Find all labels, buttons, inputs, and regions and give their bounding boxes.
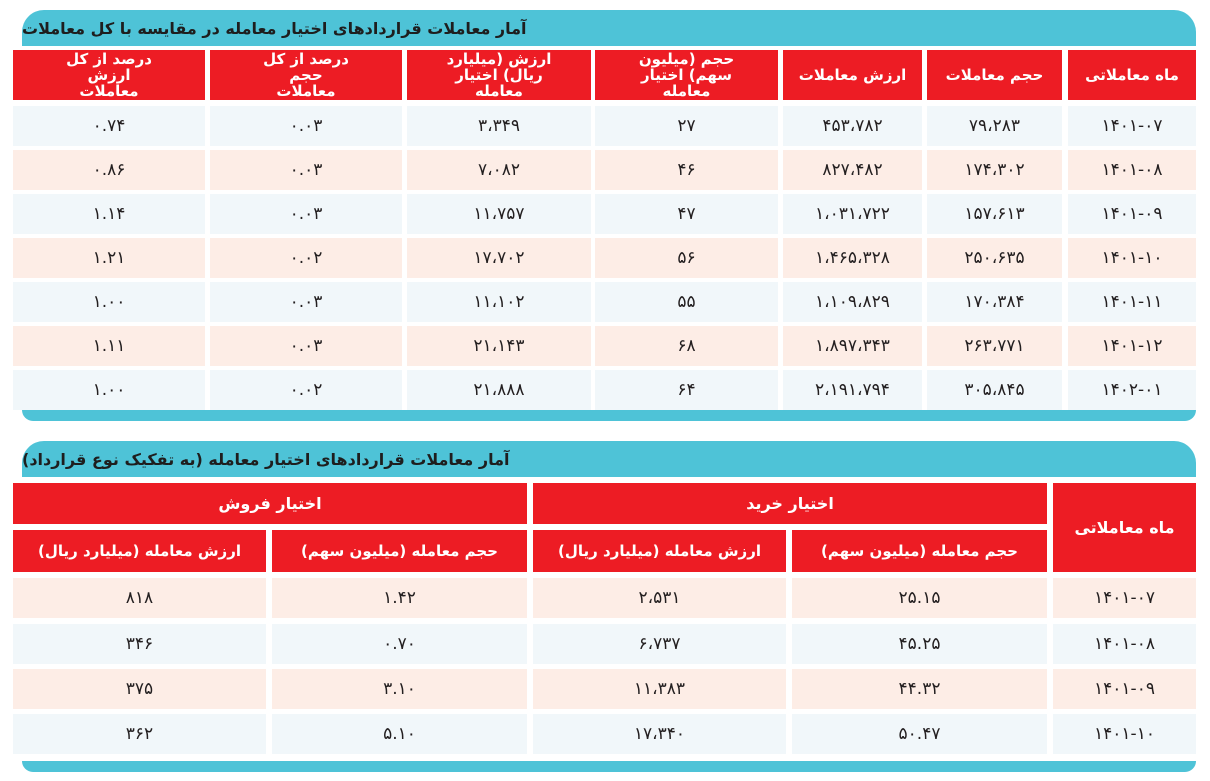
t1-cell-value: ۴۵۳،۷۸۲	[783, 106, 922, 146]
t1-cell-volume-percent: ۰.۰۳	[210, 282, 402, 322]
t1-cell-volume: ۳۰۵،۸۴۵	[927, 370, 1062, 410]
t2-cell-month: ۱۴۰۱-۱۰	[1053, 714, 1196, 754]
t1-cell-option-volume: ۴۷	[595, 194, 778, 234]
t2-cell-call-volume: ۴۵.۲۵	[792, 624, 1047, 664]
t1-cell-month: ۱۴۰۱-۱۲	[1068, 326, 1196, 366]
t2-group-put: اختیار فروش	[13, 483, 527, 524]
t1-cell-option-value: ۷،۰۸۲	[407, 150, 591, 190]
t1-cell-volume: ۷۹،۲۸۳	[927, 106, 1062, 146]
t1-header-volume: حجم معاملات	[927, 50, 1062, 100]
t1-cell-volume: ۱۷۴،۳۰۲	[927, 150, 1062, 190]
table1-title: آمار معاملات قراردادهای اختیار معامله در مقایسه با کل معاملات	[22, 18, 527, 38]
t2-cell-put-volume: ۵.۱۰	[272, 714, 527, 754]
t1-cell-value: ۸۲۷،۴۸۲	[783, 150, 922, 190]
t2-cell-month: ۱۴۰۱-۰۹	[1053, 669, 1196, 709]
t1-cell-value: ۱،۱۰۹،۸۲۹	[783, 282, 922, 322]
t1-cell-volume-percent: ۰.۰۳	[210, 194, 402, 234]
t1-header-option-volume: حجم (میلیون سهم) اختیار معامله	[595, 50, 778, 100]
t1-cell-option-value: ۱۷،۷۰۲	[407, 238, 591, 278]
t1-cell-option-value: ۱۱،۱۰۲	[407, 282, 591, 322]
t1-cell-month: ۱۴۰۲-۰۱	[1068, 370, 1196, 410]
table1-bottom-bar	[22, 410, 1196, 421]
t1-cell-value-percent: ۱.۱۴	[13, 194, 205, 234]
t2-cell-call-volume: ۲۵.۱۵	[792, 578, 1047, 618]
t2-cell-put-volume: ۰.۷۰	[272, 624, 527, 664]
t1-cell-option-value: ۲۱،۱۴۳	[407, 326, 591, 366]
t1-cell-volume-percent: ۰.۰۳	[210, 326, 402, 366]
t1-cell-option-value: ۳،۳۴۹	[407, 106, 591, 146]
t2-cell-put-value: ۳۴۶	[13, 624, 266, 664]
t1-cell-volume-percent: ۰.۰۳	[210, 106, 402, 146]
t2-cell-call-volume: ۴۴.۳۲	[792, 669, 1047, 709]
t1-cell-value-percent: ۱.۰۰	[13, 282, 205, 322]
t1-cell-volume: ۲۵۰،۶۳۵	[927, 238, 1062, 278]
t1-cell-volume: ۲۶۳،۷۷۱	[927, 326, 1062, 366]
t1-cell-value: ۱،۴۶۵،۳۲۸	[783, 238, 922, 278]
t2-cell-call-value: ۱۱،۳۸۳	[533, 669, 786, 709]
t1-cell-option-volume: ۶۴	[595, 370, 778, 410]
t1-cell-volume-percent: ۰.۰۲	[210, 238, 402, 278]
t1-cell-option-value: ۲۱،۸۸۸	[407, 370, 591, 410]
t2-group-call: اختیار خرید	[533, 483, 1047, 524]
t1-cell-month: ۱۴۰۱-۰۷	[1068, 106, 1196, 146]
t2-sub-put-volume: حجم معامله (میلیون سهم)	[272, 530, 527, 572]
t2-cell-put-value: ۸۱۸	[13, 578, 266, 618]
t2-sub-call-volume: حجم معامله (میلیون سهم)	[792, 530, 1047, 572]
t2-cell-put-volume: ۱.۴۲	[272, 578, 527, 618]
t2-cell-month: ۱۴۰۱-۰۷	[1053, 578, 1196, 618]
t1-cell-volume-percent: ۰.۰۳	[210, 150, 402, 190]
table2-title: آمار معاملات قراردادهای اختیار معامله (به تفکیک نوع قرارداد)	[22, 449, 510, 469]
t2-cell-call-volume: ۵۰.۴۷	[792, 714, 1047, 754]
t1-cell-option-volume: ۲۷	[595, 106, 778, 146]
t1-cell-value: ۲،۱۹۱،۷۹۴	[783, 370, 922, 410]
t1-cell-option-value: ۱۱،۷۵۷	[407, 194, 591, 234]
t1-cell-value: ۱،۰۳۱،۷۲۲	[783, 194, 922, 234]
t1-cell-option-volume: ۶۸	[595, 326, 778, 366]
t1-cell-value-percent: ۱.۰۰	[13, 370, 205, 410]
t1-cell-value-percent: ۱.۱۱	[13, 326, 205, 366]
table2-title-bar	[22, 441, 1196, 477]
t2-sub-put-value: ارزش معامله (میلیارد ریال)	[13, 530, 266, 572]
t1-cell-value-percent: ۰.۸۶	[13, 150, 205, 190]
t1-cell-option-volume: ۵۵	[595, 282, 778, 322]
t1-cell-option-volume: ۵۶	[595, 238, 778, 278]
t2-header-month: ماه معاملاتی	[1053, 483, 1196, 572]
t1-header-volume-percent: درصد از کل حجم معاملات	[210, 50, 402, 100]
t1-cell-month: ۱۴۰۱-۰۸	[1068, 150, 1196, 190]
t1-cell-option-volume: ۴۶	[595, 150, 778, 190]
t2-cell-put-value: ۳۶۲	[13, 714, 266, 754]
t1-cell-value-percent: ۱.۲۱	[13, 238, 205, 278]
t2-sub-call-value: ارزش معامله (میلیارد ریال)	[533, 530, 786, 572]
t2-cell-call-value: ۶،۷۳۷	[533, 624, 786, 664]
t1-cell-month: ۱۴۰۱-۱۱	[1068, 282, 1196, 322]
t1-cell-value: ۱،۸۹۷،۳۴۳	[783, 326, 922, 366]
t2-cell-put-volume: ۳.۱۰	[272, 669, 527, 709]
table1-title-bar	[22, 10, 1196, 46]
t1-cell-volume: ۱۵۷،۶۱۳	[927, 194, 1062, 234]
t1-cell-month: ۱۴۰۱-۱۰	[1068, 238, 1196, 278]
t1-cell-volume-percent: ۰.۰۲	[210, 370, 402, 410]
t2-cell-call-value: ۱۷،۳۴۰	[533, 714, 786, 754]
t1-cell-value-percent: ۰.۷۴	[13, 106, 205, 146]
t2-cell-month: ۱۴۰۱-۰۸	[1053, 624, 1196, 664]
t1-header-value: ارزش معاملات	[783, 50, 922, 100]
t1-header-option-value: ارزش (میلیارد ریال) اختیار معامله	[407, 50, 591, 100]
t1-header-value-percent: درصد از کل ارزش معاملات	[13, 50, 205, 100]
t1-header-month: ماه معاملاتی	[1068, 50, 1196, 100]
t1-cell-volume: ۱۷۰،۳۸۴	[927, 282, 1062, 322]
t2-cell-put-value: ۳۷۵	[13, 669, 266, 709]
table2-bottom-bar	[22, 761, 1196, 772]
t2-cell-call-value: ۲،۵۳۱	[533, 578, 786, 618]
t1-cell-month: ۱۴۰۱-۰۹	[1068, 194, 1196, 234]
